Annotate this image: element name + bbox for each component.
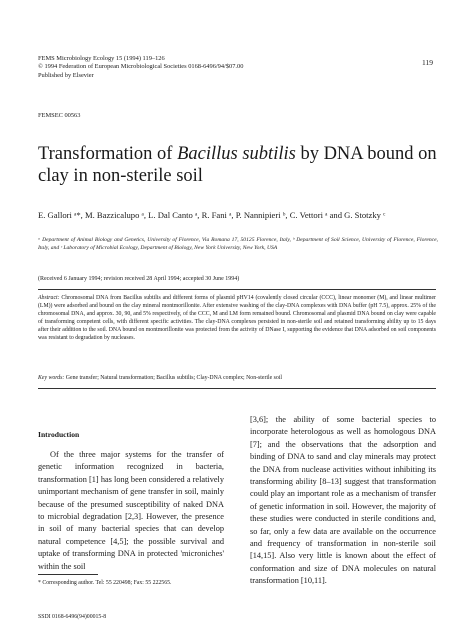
keywords [38, 375, 436, 381]
footnote-rule [38, 574, 98, 575]
intro-right-column: [3,6]; the ability of some bacterial species to incorporate heterologous as well as homologous DNA [7]; and the observations that the adsorption and binding of DNA to sand and clay minerals may protect the DNA from nuclease activities without inhibiting its transforming ability [8–13] suggest that transformation could play an important role as a mechanism of transfer of genetic information in soil. However, the majority of these studies were conducted in sterile conditions and, so far, only a few data are available on the occurrence and frequency of transformation in non-sterile soil [14,15]. Also very little is known about the effect of conformation and size of DNA molecules on natural transformation [10,11]. [250, 415, 436, 586]
corresponding-author-footnote: * Corresponding author. Tel: 55 220498; Fax: 55 222565. [38, 580, 172, 586]
affiliations: ᵃ Department of Animal Biology and Genetics, University of Florence, Via Romana 17, 50125 Florence, Italy, ᵇ Department of Soil Science, University of Florence, Florence, Italy, and ᶜ Laboratory of Microbial Ecology, Department of Biology, New York University, New York, USA [38, 237, 438, 251]
abstract-top-rule [38, 289, 436, 290]
author-list: E. Gallori ᵃ*, M. Bazzicalupo ᵃ, L. Dal Canto ᵃ, R. Fani ᵃ, P. Nannipieri ᵇ, C. Vettori ᵃ and G. Stotzky ᶜ [38, 210, 386, 220]
title-part-species: Bacillus subtilis [177, 144, 296, 164]
title-part-pre: Transformation of [38, 144, 178, 164]
keywords-label: Key words: [38, 375, 65, 381]
journal-header [38, 55, 243, 80]
section-heading-introduction: Introduction [38, 430, 80, 439]
page-number: 119 [422, 58, 433, 67]
ssdi-code: SSDI 0168-6496(94)00015-8 [38, 614, 107, 620]
document-id: FEMSEC 00563 [38, 112, 81, 119]
keywords-text: Gene transfer; Natural transformation; Bacillus subtilis; Clay-DNA complex; Non-sterile soil [64, 375, 283, 381]
intro-left-column: Of the three major systems for the transfer of genetic information recognized in bacteria, transformation [1] has long been considered a relatively unimportant mechanism of gene transfer in soil, mainly because of the presumed susceptibility of naked DNA to microbial degradation [2,3]. However, the presence in soil of many bacterial species that can develop natural competence [4,5]; the possible survival and uptake of transforming DNA in protected 'microniches' within the soil [38, 450, 224, 571]
article-title [38, 143, 438, 187]
journal-citation: FEMS Microbiology Ecology 15 (1994) 119–126 [38, 55, 165, 62]
abstract [38, 294, 436, 342]
copyright-line: © 1994 Federation of European Microbiological Societies 0168-6496/94/$07.00 [38, 63, 244, 71]
abstract-text: Chromosomal DNA from Bacillus subtilis and different forms of plasmid pHV14 (covalently closed circular (CCC), linear monomer (M), and linear multimer (LM)) were adsorbed and bound on the clay mineral montmorillonite. After extensive washing of the clay-DNA complexes with DNA buffer (pH 7.5), approx. 25% of the chromosomal DNA, and approx. 30, 90, and 5% respectively, of the CCC, M and LM form remained bound. Chromosomal and plasmid DNA bound on clay were capable of transforming competent cells, with different specific activities. The clay-DNA complexes persisted in non-sterile soil and retained transforming ability up to 15 days after their addition to the soil. DNA bound on montmorillonite was protected from the activity of DNase I, supporting the evidence that DNA adsorbed on soil components was resistant to degradation by nucleases. [38, 295, 436, 341]
received-dates: (Received 6 January 1994; revision received 28 April 1994; accepted 30 June 1994) [38, 276, 240, 282]
abstract-label: Abstract: [38, 295, 60, 301]
title-part-post: by DNA bound on clay in non-sterile soil [38, 144, 437, 186]
abstract-bottom-rule [38, 388, 436, 389]
publisher-line: Published by Elsevier [38, 71, 94, 79]
